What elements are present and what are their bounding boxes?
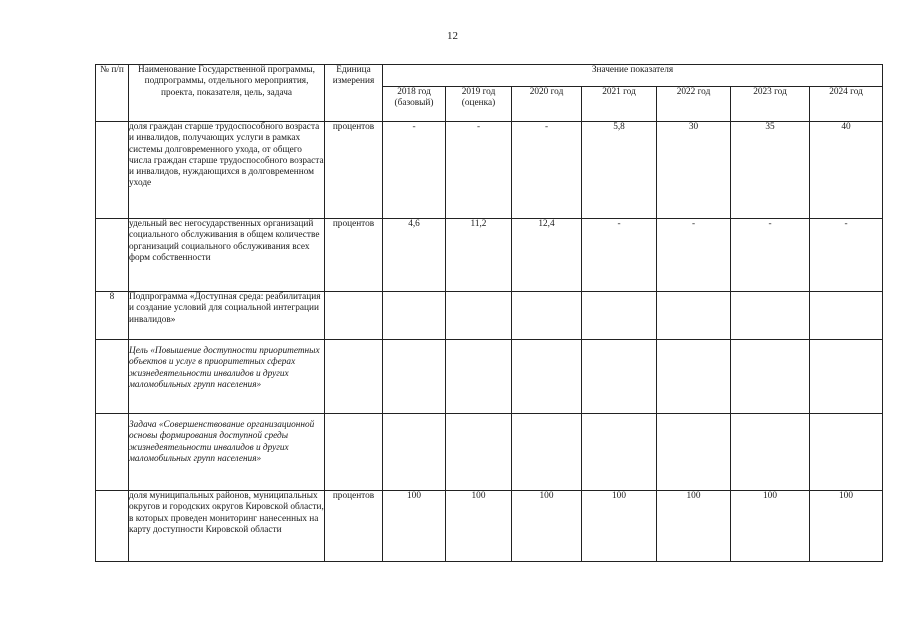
value-cell: 100 <box>810 491 883 562</box>
table-row <box>96 340 883 414</box>
value-cell <box>582 414 657 491</box>
value-cell: 100 <box>657 491 731 562</box>
value-cell <box>657 292 731 340</box>
table-row <box>96 491 883 562</box>
indicators-table <box>95 64 883 562</box>
value-cell: 100 <box>383 491 446 562</box>
value-cell <box>810 292 883 340</box>
value-cell <box>383 414 446 491</box>
value-cell <box>446 340 512 414</box>
row-num <box>96 340 129 414</box>
value-cell: 5,8 <box>582 122 657 219</box>
value-cell: 100 <box>582 491 657 562</box>
value-cell <box>446 414 512 491</box>
value-cell <box>512 340 582 414</box>
value-cell <box>731 340 810 414</box>
row-name: Цель «Повышение доступности приоритетных объектов и услуг в приоритетных сферах жизнедеятельности инвалидов и других маломобильных групп населения» <box>129 340 325 414</box>
value-cell: 11,2 <box>446 219 512 292</box>
value-cell: - <box>512 122 582 219</box>
value-cell: - <box>810 219 883 292</box>
row-unit <box>325 292 383 340</box>
row-num <box>96 122 129 219</box>
row-unit <box>325 340 383 414</box>
row-name: Задача «Совершенствование организационной основы формирования доступной среды жизнедеятельности инвалидов и других маломобильных групп населения» <box>129 414 325 491</box>
header-year: 2018 год (базовый) <box>383 87 446 122</box>
row-num: 8 <box>96 292 129 340</box>
header-year: 2020 год <box>512 87 582 122</box>
row-num <box>96 219 129 292</box>
table-row <box>96 219 883 292</box>
value-cell: - <box>731 219 810 292</box>
value-cell <box>512 414 582 491</box>
row-unit <box>325 414 383 491</box>
value-cell: 100 <box>512 491 582 562</box>
value-cell: 4,6 <box>383 219 446 292</box>
row-name: удельный вес негосударственных организаций социального обслуживания в общем количестве организаций социального обслуживания всех форм собственности <box>129 219 325 292</box>
value-cell <box>731 292 810 340</box>
row-num <box>96 491 129 562</box>
value-cell: 30 <box>657 122 731 219</box>
row-name: доля граждан старше трудоспособного возраста и инвалидов, получающих услуги в рамках системы долговременного ухода, от общего числа граждан старше трудоспособного возраста и инвалидов, нуждающихся в долговременном уходе <box>129 122 325 219</box>
value-cell <box>582 292 657 340</box>
header-name: Наименование Государственной программы, подпрограммы, отдельного мероприятия, проекта, показателя, цель, задача <box>129 65 325 122</box>
value-cell <box>582 340 657 414</box>
value-cell: 100 <box>446 491 512 562</box>
row-name: Подпрограмма «Доступная среда: реабилитация и создание условий для социальной интеграции инвалидов» <box>129 292 325 340</box>
table-row <box>96 122 883 219</box>
value-cell: 100 <box>731 491 810 562</box>
value-cell: 35 <box>731 122 810 219</box>
table-row <box>96 414 883 491</box>
value-cell <box>383 340 446 414</box>
header-year: 2024 год <box>810 87 883 122</box>
value-cell <box>810 340 883 414</box>
header-year: 2019 год (оценка) <box>446 87 512 122</box>
value-cell: - <box>383 122 446 219</box>
value-cell: - <box>657 219 731 292</box>
header-unit: Единица измерения <box>325 65 383 122</box>
value-cell <box>512 292 582 340</box>
row-num <box>96 414 129 491</box>
page-number: 12 <box>447 30 458 42</box>
header-year: 2022 год <box>657 87 731 122</box>
value-cell <box>657 414 731 491</box>
value-cell <box>810 414 883 491</box>
value-cell: - <box>582 219 657 292</box>
row-unit: процентов <box>325 491 383 562</box>
header-num: № п/п <box>96 65 129 122</box>
row-unit: процентов <box>325 219 383 292</box>
value-cell <box>383 292 446 340</box>
row-name: доля муниципальных районов, муниципальных округов и городских округов Кировской области, в которых проведен мониторинг нанесенных на карту доступности Кировской области <box>129 491 325 562</box>
value-cell: 40 <box>810 122 883 219</box>
row-unit: процентов <box>325 122 383 219</box>
value-cell <box>657 340 731 414</box>
header-values: Значение показателя <box>383 65 883 87</box>
table-row <box>96 292 883 340</box>
value-cell <box>446 292 512 340</box>
value-cell <box>731 414 810 491</box>
value-cell: 12,4 <box>512 219 582 292</box>
header-year: 2023 год <box>731 87 810 122</box>
header-year: 2021 год <box>582 87 657 122</box>
value-cell: - <box>446 122 512 219</box>
